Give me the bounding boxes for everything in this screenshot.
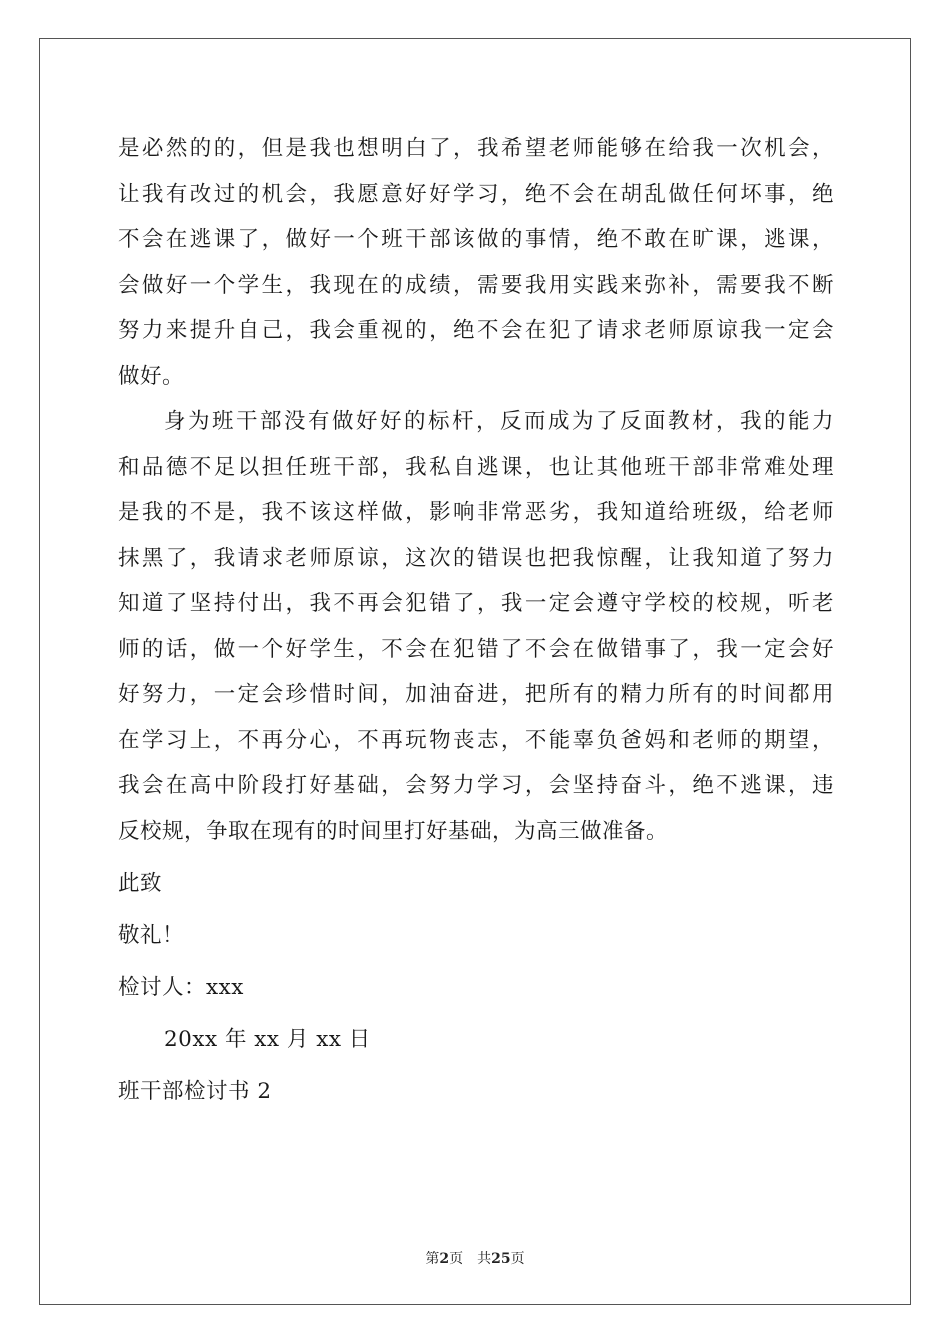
text-line: 反校规，争取在现有的时间里打好基础，为高三做准备。 [118,818,669,844]
next-section-title: 班干部检讨书 2 [118,1079,272,1104]
total-pages: 25 [491,1251,511,1267]
page-footer [0,1248,950,1268]
salutation-line-1: 此致 [118,871,163,896]
total-prefix: 共 [477,1251,492,1267]
text-line: 抹黑了，我请求老师原谅，这次的错误也把我惊醒，让我知道了努力 [118,545,834,571]
text-line: 努力来提升自己，我会重视的，绝不会在犯了请求老师原谅我一定会 [118,318,834,343]
salutation-line-2: 敬礼！ [118,923,185,948]
text-line: 我会在高中阶段打好基础，会努力学习，会坚持奋斗，绝不逃课，违 [118,773,834,798]
text-line: 是必然的的，但是我也想明白了，我希望老师能够在给我一次机会， [118,136,834,161]
signer-line: 检讨人：xxx [118,975,244,1000]
document-body [118,126,834,1118]
text-line: 好努力，一定会珍惜时间，加油奋进，把所有的精力所有的时间都用 [118,682,834,707]
text-line: 知道了坚持付出，我不再会犯错了，我一定会遵守学校的校规，听老 [118,591,834,616]
text-line: 做好。 [118,363,185,389]
page-prefix: 第 [425,1251,440,1267]
paragraph-continued [118,126,834,399]
total-suffix: 页 [510,1251,525,1267]
text-line: 师的话，做一个好学生，不会在犯错了不会在做错事了，我一定会好 [118,636,834,662]
text-line: 是我的不是，我不该这样做，影响非常恶劣，我知道给班级，给老师 [118,500,834,525]
text-line: 不会在逃课了，做好一个班干部该做的事情，绝不敢在旷课，逃课， [118,227,834,252]
text-line: 和品德不足以担任班干部，我私自逃课，也让其他班干部非常难处理 [118,454,834,480]
page-number: 2 [439,1251,450,1267]
paragraph-main [118,399,834,854]
date-line: 20xx 年 xx 月 xx 日 [164,1027,371,1052]
text-line: 会做好一个学生，我现在的成绩，需要我用实践来弥补，需要我不断 [118,272,834,298]
page-suffix: 页 [449,1251,464,1267]
text-line: 让我有改过的机会，我愿意好好学习，绝不会在胡乱做任何坏事，绝 [118,181,834,207]
letter-closing [118,858,834,1118]
text-line: 身为班干部没有做好好的标杆，反而成为了反面教材，我的能力 [164,409,834,434]
text-line: 在学习上，不再分心，不再玩物丧志，不能辜负爸妈和老师的期望， [118,727,834,753]
